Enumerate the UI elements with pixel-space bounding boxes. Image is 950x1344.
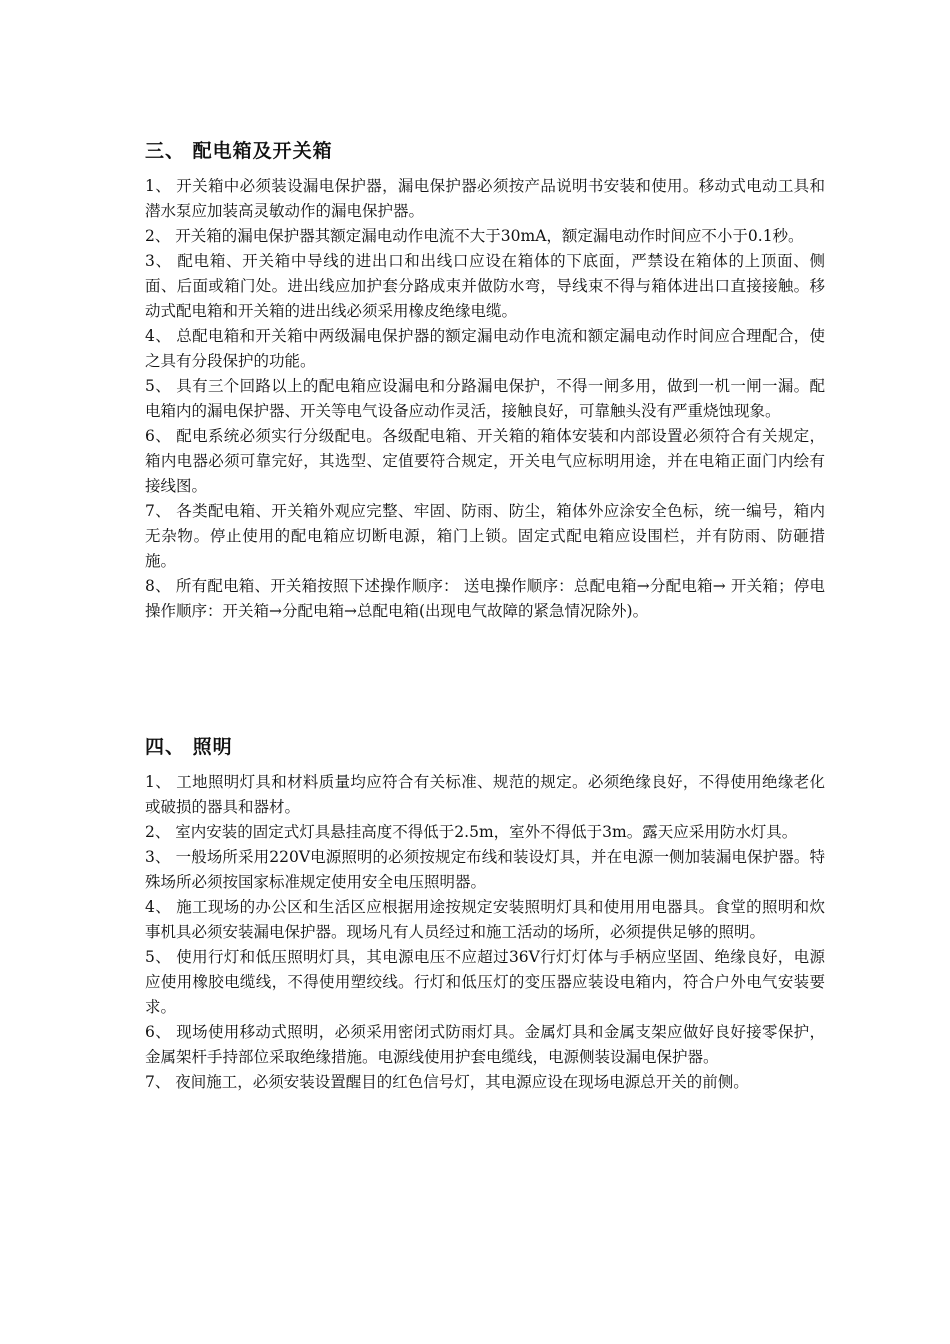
- list-item: 4、 施工现场的办公区和生活区应根据用途按规定安装照明灯具和使用用电器具。食堂的照明和炊事机具必须安装漏电保护器。现场凡有人员经过和施工活动的场所，必须提供足够的照明。: [145, 898, 825, 941]
- section-distribution-boxes: [145, 138, 825, 624]
- list-item: 6、 配电系统必须实行分级配电。各级配电箱、开关箱的箱体安装和内部设置必须符合有关规定，箱内电器必须可靠完好，其选型、定值要符合规定，开关电气应标明用途，并在电箱正面门内绘有接线图。: [145, 427, 825, 495]
- list-item: 5、 使用行灯和低压照明灯具，其电源电压不应超过36V行灯灯体与手柄应坚固、绝缘良好，电源应使用橡胶电缆线，不得使用塑绞线。行灯和低压灯的变压器应装设电箱内，符合户外电气安装要求。: [145, 948, 825, 1016]
- list-item: 5、 具有三个回路以上的配电箱应设漏电和分路漏电保护，不得一闸多用，做到一机一闸一漏。配电箱内的漏电保护器、开关等电气设备应动作灵活，接触良好，可靠触头没有严重烧蚀现象。: [145, 377, 825, 420]
- list-item: 2、 室内安装的固定式灯具悬挂高度不得低于2.5m，室外不得低于3m。露天应采用防水灯具。: [145, 823, 798, 841]
- list-item: 1、 工地照明灯具和材料质量均应符合有关标准、规范的规定。必须绝缘良好，不得使用绝缘老化或破损的器具和器材。: [145, 773, 825, 816]
- list-item: 7、 各类配电箱、开关箱外观应完整、牢固、防雨、防尘，箱体外应涂安全色标，统一编号，箱内无杂物。停止使用的配电箱应切断电源，箱门上锁。固定式配电箱应设围栏，并有防雨、防砸措施。: [145, 502, 825, 570]
- section-lighting: [145, 734, 825, 1095]
- section-heading: 三、 配电箱及开关箱: [145, 140, 333, 162]
- list-item: 4、 总配电箱和开关箱中两级漏电保护器的额定漏电动作电流和额定漏电动作时间应合理配合，使之具有分段保护的功能。: [145, 327, 825, 370]
- list-item: 8、 所有配电箱、开关箱按照下述操作顺序： 送电操作顺序：总配电箱→分配电箱→ 开关箱；停电操作顺序：开关箱→分配电箱→总配电箱(出现电气故障的紧急情况除外)。: [145, 577, 825, 620]
- section-heading: 四、 照明: [145, 736, 233, 758]
- list-item: 2、 开关箱的漏电保护器其额定漏电动作电流不大于30mA，额定漏电动作时间应不小于0.1秒。: [145, 227, 804, 245]
- list-item: 1、 开关箱中必须装设漏电保护器，漏电保护器必须按产品说明书安装和使用。移动式电动工具和潜水泵应加装高灵敏动作的漏电保护器。: [145, 177, 825, 220]
- list-item: 7、 夜间施工，必须安装设置醒目的红色信号灯，其电源应设在现场电源总开关的前侧。: [145, 1073, 749, 1091]
- list-item: 3、 配电箱、开关箱中导线的进出口和出线口应设在箱体的下底面，严禁设在箱体的上顶面、侧面、后面或箱门处。进出线应加护套分路成束并做防水弯，导线束不得与箱体进出口直接接触。移动式配电箱和开关箱的进出线必须采用橡皮绝缘电缆。: [145, 252, 825, 320]
- list-item: 3、 一般场所采用220V电源照明的必须按规定布线和装设灯具，并在电源一侧加装漏电保护器。特殊场所必须按国家标准规定使用安全电压照明器。: [145, 848, 825, 891]
- list-item: 6、 现场使用移动式照明，必须采用密闭式防雨灯具。金属灯具和金属支架应做好良好接零保护，金属架杆手持部位采取绝缘措施。电源线使用护套电缆线，电源侧装设漏电保护器。: [145, 1023, 825, 1066]
